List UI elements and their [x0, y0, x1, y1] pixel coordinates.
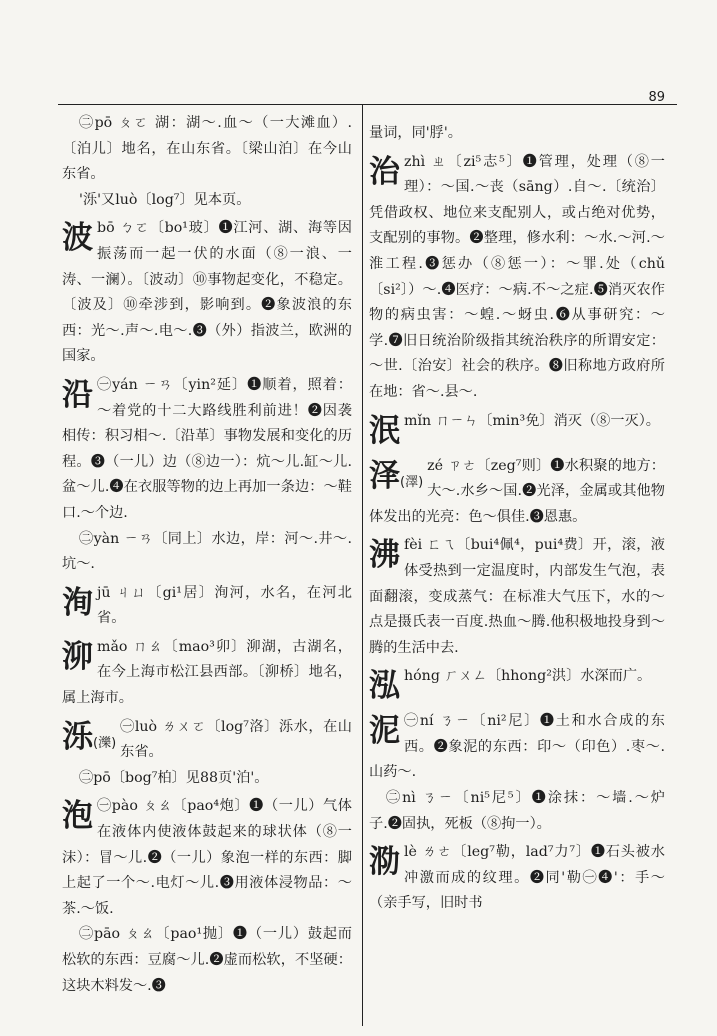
column-divider — [362, 104, 363, 1026]
entry-text: ㊀luò ㄌㄨㄛ〔log⁷洛〕泺水，在山东省。 — [120, 718, 352, 761]
header-rule — [58, 104, 677, 105]
entry-text: '泺'又luò〔log⁷〕见本页。 — [79, 191, 251, 208]
headword: 泥 — [369, 713, 400, 750]
entry-text: jū ㄐㄩ〔gi¹居〕洵河，水名，在河北省。 — [97, 584, 352, 627]
dictionary-entry — [62, 635, 352, 712]
headword: 泺(濼) — [62, 718, 117, 755]
entry-text: ㊁pāo ㄆㄠ〔pao¹抛〕❶（一儿）鼓起而松软的东西：豆腐～儿.❷虚而松软，不坚硬：这块木料发～.❸ — [62, 926, 352, 994]
traditional-form: (澤) — [400, 474, 424, 490]
dictionary-entry — [62, 216, 352, 370]
entry-text: zé ㄗㄜ〔zeg⁷则〕❶水积聚的地方：大～.水乡～国.❷光泽，金属或其他物体发出的光亮：色～俱佳.❸恩惠。 — [369, 457, 665, 525]
dictionary-entry — [369, 409, 665, 451]
headword: 泓 — [369, 668, 400, 705]
dictionary-entry — [369, 454, 665, 531]
left-column — [62, 111, 352, 999]
headword: 波 — [62, 220, 93, 257]
headword: 泖 — [62, 638, 93, 675]
entry-text: ㊁yàn ㄧㄢ〔同上〕水边，岸：河～.井～.坑～. — [62, 530, 352, 573]
entry-text: ㊀pào ㄆㄠ〔pao⁴炮〕❶（一儿）气体在液体内使液体鼓起来的球状体（⑧一沫）：冒～儿.❷（一儿）象泡一样的东西：脚上起了一个～.电灯～儿.❸用液体浸物品：～茶.～饭. — [62, 798, 352, 917]
entry-text: ㊁pō〔bog⁷柏〕见88页'泊'。 — [79, 769, 269, 786]
entry-text: ㊁nì ㄋㄧ〔ni⁵尼⁵〕❶涂抹：～墙.～炉子.❷固执，死板（⑧拘一）。 — [369, 790, 665, 832]
headword: 治 — [369, 153, 400, 190]
headword: 泯 — [369, 412, 400, 449]
dictionary-entry — [369, 840, 665, 917]
headword: 泡 — [62, 798, 93, 835]
entry-text: ㊀yán ㄧㄢ〔yin²延〕❶顺着，照着：～着党的十二大路线胜利前进！❷因袭相传：积习相～.〔沿革〕事物发展和变化的历程。❸（一儿）边（⑧边一）：炕～儿.缸～儿.盆～儿.❹在衣服等物的边上再加一条边：～鞋口.～个边. — [62, 376, 352, 521]
headword: 洵 — [62, 584, 93, 621]
headword: 沿 — [62, 376, 93, 413]
dictionary-entry — [62, 715, 352, 766]
entry-text: ㊁pō ㄆㄛ 湖：湖～.血～（一大滩血）.〔泊儿〕地名，在山东省。〔梁山泊〕在今山东省。 — [62, 115, 352, 183]
dictionary-entry — [62, 373, 352, 527]
dictionary-entry — [369, 786, 665, 837]
dictionary-entry — [62, 188, 352, 214]
entry-text: fèi ㄈㄟ〔bui⁴佩⁴，pui⁴费〕开，滚，液体受热到一定温度时，内部发生气泡，表面翻滚，变成蒸气：在标准大气压下，水的～点是摄氏表一百度.热血～腾.他积极地投身到～腾的生活中去. — [369, 537, 665, 656]
dictionary-entry — [62, 581, 352, 632]
entry-text: bō ㄅㄛ〔bo¹玻〕❶江河、湖、海等因振荡而一起一伏的水面（⑧一浪、一涛、一澜）。〔波动〕⑩事物起变化，不稳定。〔波及〕⑩牵涉到，影响到。❷象波浪的东西：光～.声～.电～.❸（外）指波兰，欧洲的国家。 — [62, 220, 352, 365]
entry-text: mǐn ㄇㄧㄣ〔min³免〕消灭（⑧一灭）。 — [404, 412, 660, 429]
right-column — [369, 111, 665, 917]
entry-text: zhì ㄓ〔zi⁵志⁵〕❶管理，处理（⑧一理）：～国.～丧（sāng）.自～.〔统治〕凭借政权、地位来支配别人，或占绝对优势，支配别的事物。❷整理，修水利：～水.～河.～淮工程.❸惩办（⑧惩一）：～罪.处（chǔ〔si²〕）～.❹医疗：～病.不～之症.❺消灭农作物的病虫害：～蝗.～蚜虫.❻从事研究：～学.❼旧日统治阶级指其统治秩序的所谓安定：～世.〔治安〕社会的秩序。❽旧称地方政府所在地：省～.县～. — [369, 153, 665, 400]
entry-text: ㊀ní ㄋㄧ〔ni²尼〕❶土和水合成的东西。❷象泥的东西：印～（印色）.枣～.山药～. — [369, 713, 665, 781]
entry-text: lè ㄌㄜ〔leg⁷勒，lad⁷力⁷〕❶石头被水冲激而成的纹理。❷同'勒㊀❹'：手～（亲手写，旧时书 — [369, 844, 665, 912]
dictionary-entry — [62, 766, 352, 792]
dictionary-entry — [369, 664, 665, 706]
entry-text: hóng ㄏㄨㄥ〔hhong²洪〕水深而广。 — [404, 668, 652, 685]
headword: 泐 — [369, 844, 400, 881]
dictionary-entry — [62, 794, 352, 922]
entry-text: 量词，同'脬'。 — [369, 125, 462, 141]
dictionary-entry — [369, 150, 665, 406]
dictionary-entry — [369, 709, 665, 786]
dictionary-entry — [62, 922, 352, 999]
entry-text: mǎo ㄇㄠ〔mao³卯〕泖湖，古湖名，在今上海市松江县西部。〔泖桥〕地名，属上海市。 — [62, 638, 352, 707]
dictionary-entry — [369, 121, 665, 147]
traditional-form: (濼) — [93, 735, 117, 751]
headword: 沸 — [369, 537, 400, 574]
dictionary-entry — [62, 527, 352, 578]
page-number: 89 — [648, 90, 665, 105]
dictionary-entry — [369, 533, 665, 661]
headword: 泽(澤) — [369, 457, 424, 494]
dictionary-entry — [62, 111, 352, 188]
